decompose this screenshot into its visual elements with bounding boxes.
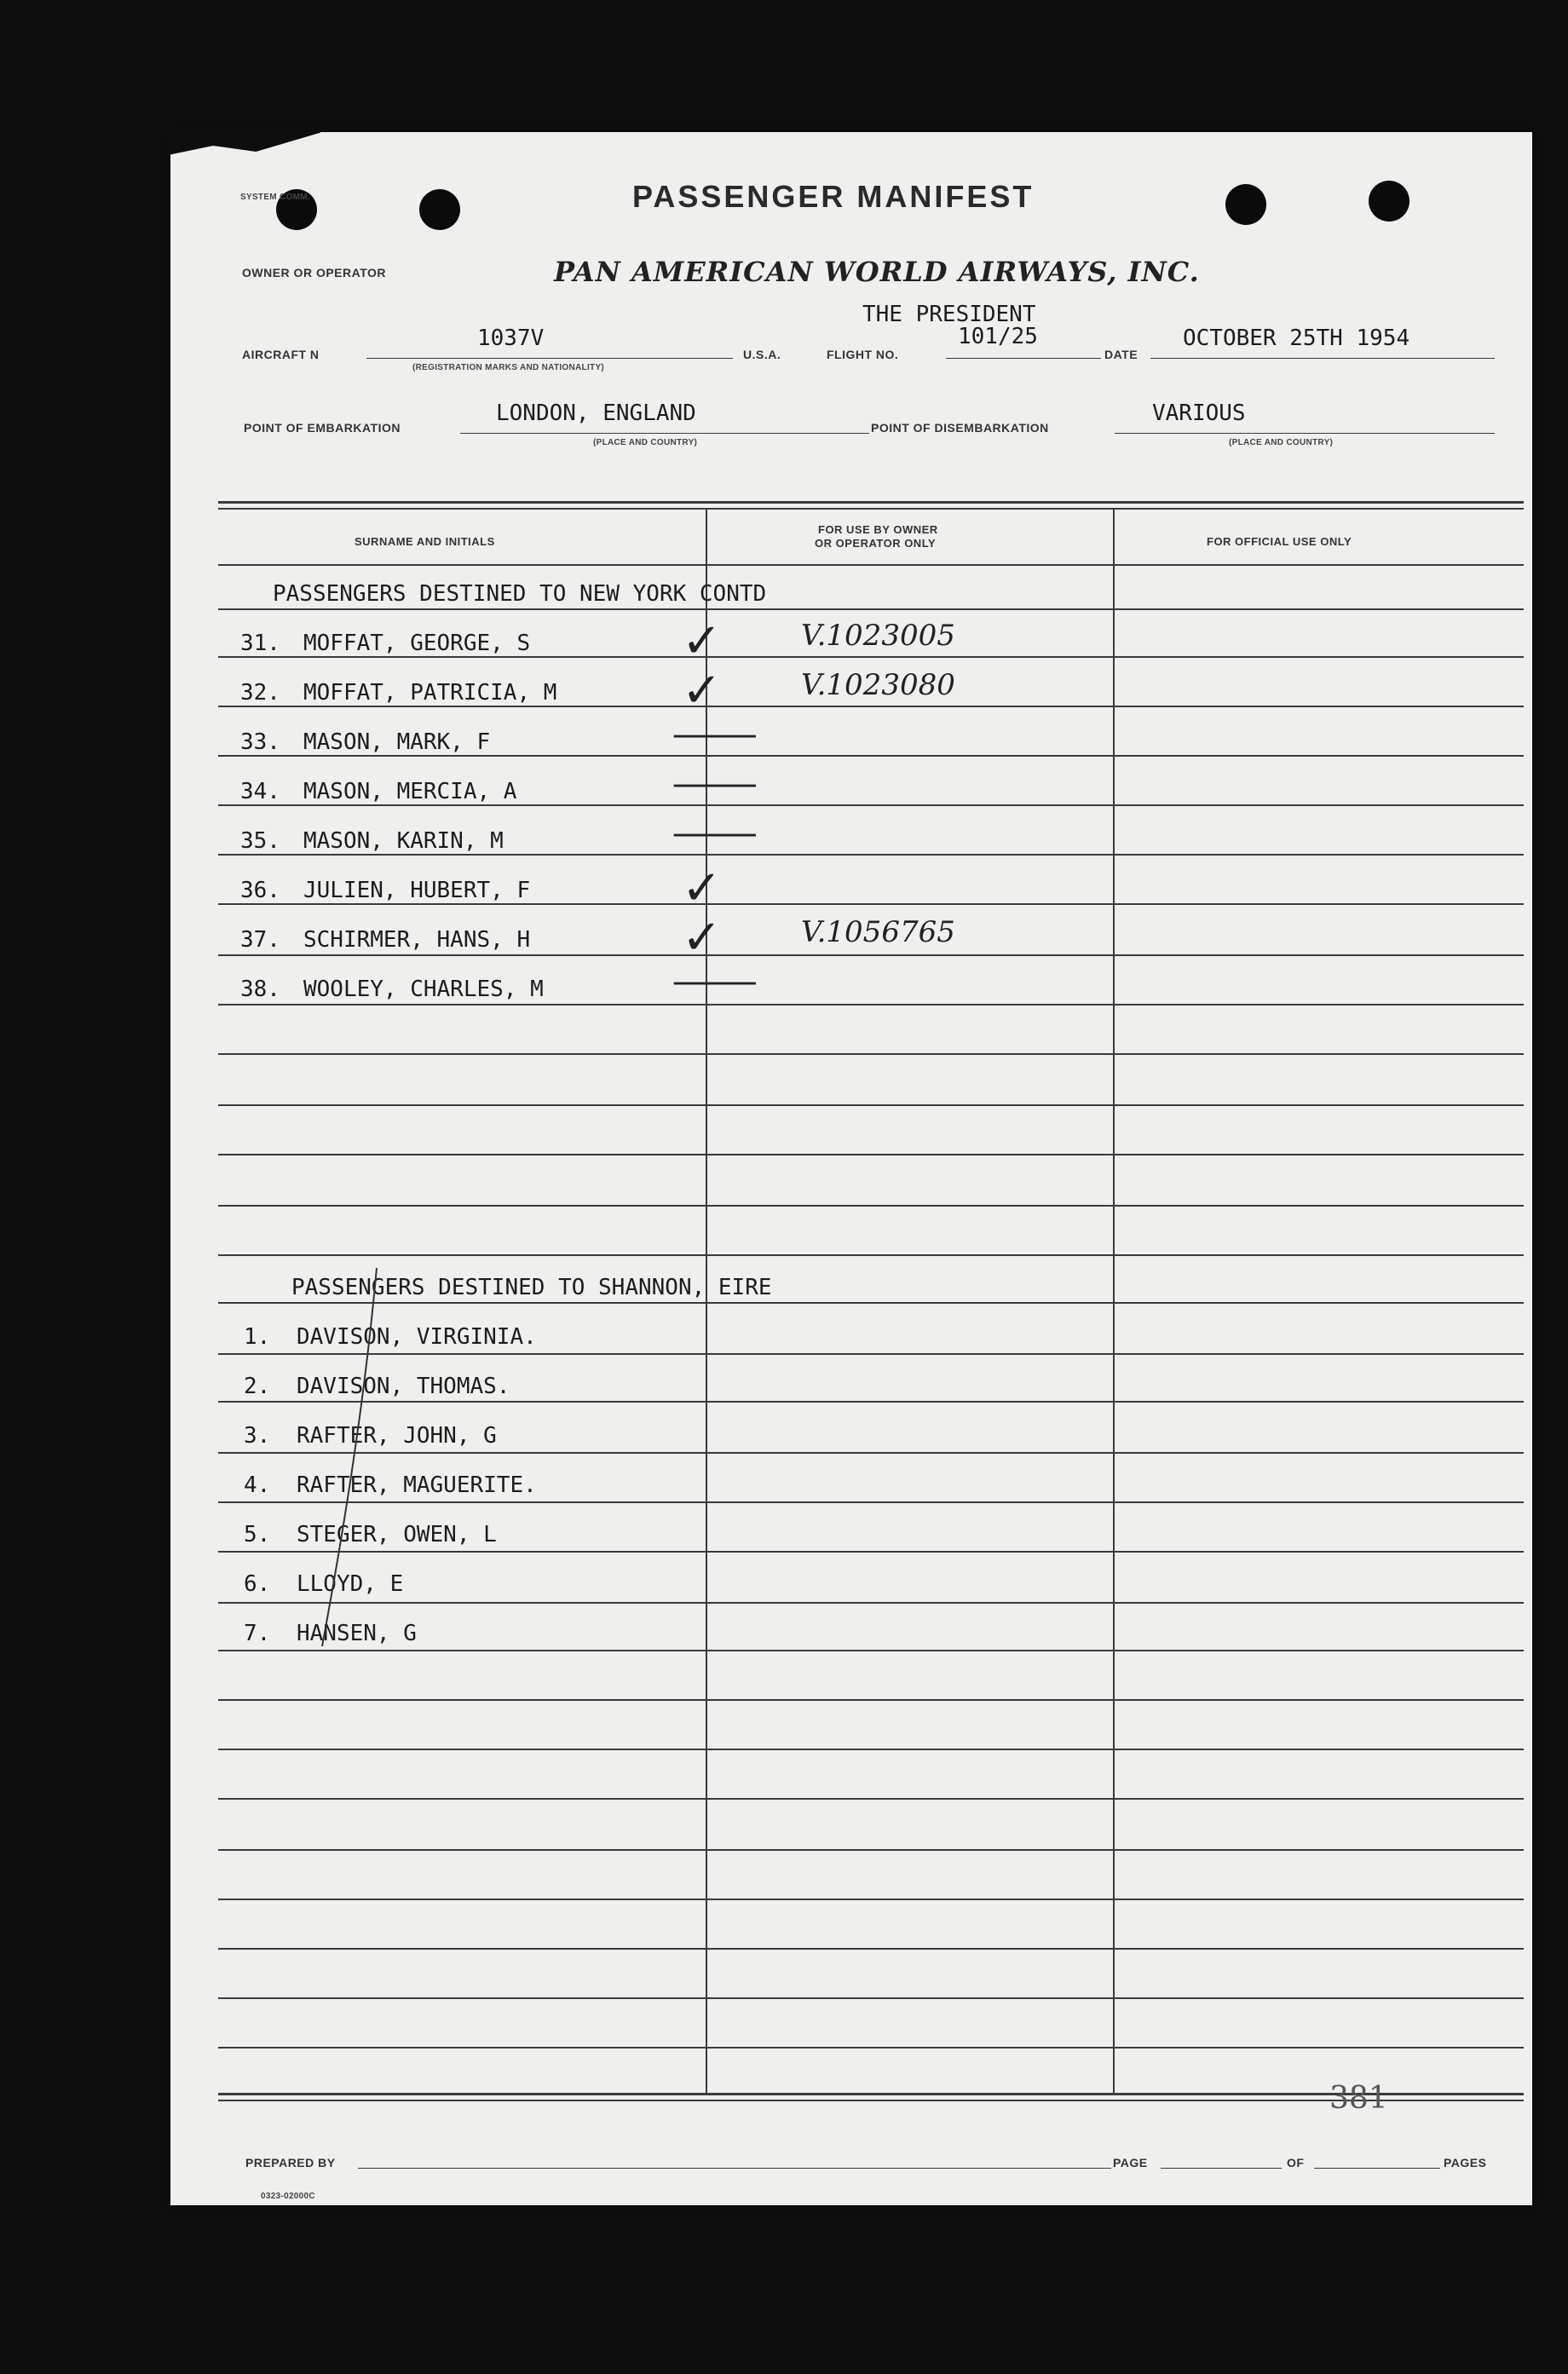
- check-mark: ✓: [682, 910, 722, 965]
- check-mark: ✓: [682, 861, 722, 916]
- passenger-name: MASON, MERCIA, A: [303, 779, 517, 804]
- group-heading-shannon: PASSENGERS DESTINED TO SHANNON, EIRE: [291, 1275, 772, 1300]
- table-rule: [218, 1205, 1524, 1207]
- passenger-number: 32.: [240, 680, 280, 706]
- group-heading-new-york: PASSENGERS DESTINED TO NEW YORK CONTD: [273, 581, 767, 607]
- passenger-number: 1.: [244, 1324, 271, 1350]
- table-rule: [218, 1749, 1524, 1750]
- passenger-name: SCHIRMER, HANS, H: [303, 927, 531, 953]
- table-rule: [218, 1551, 1524, 1553]
- passenger-number: 3.: [244, 1423, 271, 1449]
- table-rule: [218, 1699, 1524, 1701]
- date-label: DATE: [1104, 348, 1139, 361]
- table-rule: [218, 903, 1524, 905]
- embarkation-label: POINT OF EMBARKATION: [244, 421, 401, 435]
- passenger-name: HANSEN, G: [297, 1621, 417, 1646]
- table-rule: [218, 854, 1524, 856]
- table-rule: [218, 804, 1524, 806]
- table-rule: [218, 2047, 1524, 2048]
- table-rule: [218, 1452, 1524, 1454]
- passenger-name: MASON, MARK, F: [303, 729, 491, 755]
- table-rule: [218, 1849, 1524, 1851]
- check-mark: ✓: [682, 614, 722, 669]
- table-rule: [218, 755, 1524, 757]
- table-rule: [218, 1104, 1524, 1106]
- table-rule: [218, 954, 1524, 956]
- passenger-number: 7.: [244, 1621, 271, 1646]
- owner-label: OWNER OR OPERATOR: [242, 266, 386, 279]
- passenger-name: MOFFAT, GEORGE, S: [303, 631, 531, 656]
- stamp-number: 381: [1329, 2081, 1388, 2116]
- passenger-number: 38.: [240, 977, 280, 1002]
- table-rule: [218, 1602, 1524, 1604]
- passenger-name: MASON, KARIN, M: [303, 828, 504, 854]
- owner-value: PAN AMERICAN WORLD AIRWAYS, INC.: [554, 256, 1200, 288]
- table-rule: [218, 1254, 1524, 1256]
- dash-mark: —: [670, 762, 760, 805]
- passenger-name: RAFTER, MAGUERITE.: [297, 1472, 537, 1498]
- table-rule: [218, 1353, 1524, 1355]
- handwritten-visa-note: V.1056765: [801, 915, 955, 949]
- pages-label: PAGES: [1444, 2156, 1487, 2169]
- passenger-number: 6.: [244, 1571, 271, 1597]
- passenger-name: DAVISON, VIRGINIA.: [297, 1324, 537, 1350]
- column-header-operator: FOR USE BY OWNER: [818, 523, 938, 536]
- table-rule: [218, 1798, 1524, 1800]
- dash-mark: —: [670, 811, 760, 855]
- table-rule: [218, 656, 1524, 658]
- passenger-name: WOOLEY, CHARLES, M: [303, 977, 544, 1002]
- passenger-number: 4.: [244, 1472, 271, 1498]
- passenger-name: STEGER, OWEN, L: [297, 1522, 497, 1547]
- prepared-by-label: PREPARED BY: [245, 2156, 336, 2169]
- flight-name: THE PRESIDENT: [862, 302, 1036, 327]
- table-rule: [218, 1401, 1524, 1403]
- passenger-number: 36.: [240, 878, 280, 903]
- margin-pencil-line: [315, 1261, 383, 1653]
- flight-label: FLIGHT NO.: [827, 348, 899, 361]
- column-header-operator-line2: OR OPERATOR ONLY: [815, 537, 937, 550]
- embarkation-value: LONDON, ENGLAND: [496, 400, 696, 426]
- corner-label: SYSTEM COMM.: [240, 193, 310, 202]
- passenger-name: MOFFAT, PATRICIA, M: [303, 680, 557, 706]
- table-rule: [218, 1650, 1524, 1651]
- registration-note: (REGISTRATION MARKS AND NATIONALITY): [412, 363, 605, 372]
- aircraft-value: 1037V: [477, 326, 545, 351]
- passenger-name: RAFTER, JOHN, G: [297, 1423, 497, 1449]
- dash-mark: —: [670, 959, 760, 1003]
- passenger-name: JULIEN, HUBERT, F: [303, 878, 531, 903]
- passenger-name: DAVISON, THOMAS.: [297, 1374, 510, 1399]
- column-header-surname: SURNAME AND INITIALS: [355, 535, 495, 548]
- passenger-number: 33.: [240, 729, 280, 755]
- table-rule: [218, 1053, 1524, 1055]
- table-rule: [218, 1899, 1524, 1900]
- page-label: PAGE: [1113, 2156, 1148, 2169]
- passenger-number: 2.: [244, 1374, 271, 1399]
- table-rule: [218, 706, 1524, 707]
- embarkation-note: (PLACE AND COUNTRY): [593, 438, 698, 447]
- table-rule: [218, 1501, 1524, 1503]
- handwritten-visa-note: V.1023080: [801, 668, 955, 702]
- disembarkation-label: POINT OF DISEMBARKATION: [871, 421, 1049, 435]
- passenger-number: 35.: [240, 828, 280, 854]
- passenger-name: LLOYD, E: [297, 1571, 404, 1597]
- aircraft-label: AIRCRAFT N: [242, 348, 320, 361]
- punch-hole: [1225, 184, 1266, 225]
- usa-label: U.S.A.: [743, 348, 781, 361]
- of-label: OF: [1287, 2156, 1305, 2169]
- column-header-official: FOR OFFICIAL USE ONLY: [1207, 535, 1352, 548]
- table-rule: [218, 1302, 1524, 1304]
- handwritten-visa-note: V.1023005: [801, 619, 955, 653]
- punch-hole: [419, 189, 460, 230]
- disembarkation-note: (PLACE AND COUNTRY): [1229, 438, 1334, 447]
- page-title: PASSENGER MANIFEST: [632, 179, 1035, 214]
- table-rule: [218, 608, 1524, 610]
- table-rule: [218, 1948, 1524, 1950]
- passenger-number: 5.: [244, 1522, 271, 1547]
- dash-mark: —: [670, 712, 760, 756]
- passenger-number: 34.: [240, 779, 280, 804]
- form-code: 0323-02000C: [261, 2192, 315, 2201]
- table-rule: [218, 1004, 1524, 1005]
- punch-hole: [1369, 181, 1409, 222]
- date-value: OCTOBER 25TH 1954: [1183, 326, 1410, 351]
- disembarkation-value: VARIOUS: [1152, 400, 1246, 426]
- table-rule: [218, 1154, 1524, 1155]
- check-mark: ✓: [682, 663, 722, 718]
- passenger-number: 31.: [240, 631, 280, 656]
- table-rule: [218, 1997, 1524, 1999]
- flight-value: 101/25: [958, 324, 1038, 349]
- passenger-number: 37.: [240, 927, 280, 953]
